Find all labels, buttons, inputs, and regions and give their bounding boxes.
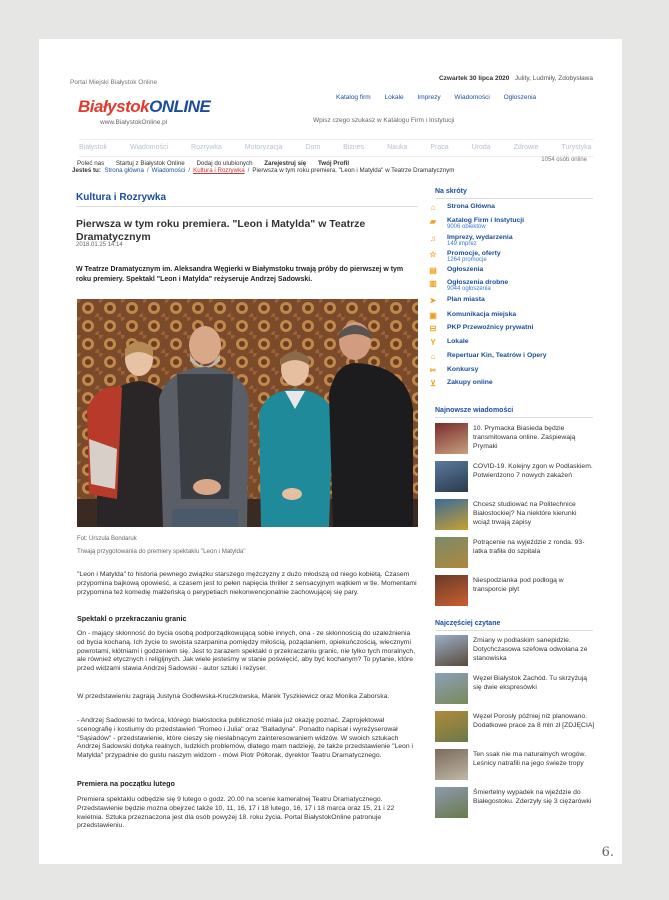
article-subheading-2: Premiera na początku lutego	[77, 779, 175, 788]
nav-dom[interactable]: Dom	[305, 144, 321, 151]
shortcut-count: 9044 ogłoszenia	[447, 286, 491, 292]
news-item[interactable]	[435, 635, 595, 668]
article-photo	[77, 299, 418, 527]
home-icon: ⌂	[430, 203, 436, 212]
article-paragraph-5: Premiera spektaklu odbędzie się 9 lutego o godz. 20.00 na scenie kameralnej Teatru Dramatycznego. Przedstawienie będzie można obejrzeć także 10, 11, 16, 17 i 18 lutego, 16, 17 i 18 marca oraz 15, 21 i 22 kwietnia. Sztuka przeznaczona jest dla osób powyżej 18. roku życia. Portal BiałystokOnline patronuje przedstawieniu.	[77, 796, 395, 830]
main-navigation	[79, 139, 594, 157]
portal-name: Portal Miejski Białystok Online	[70, 79, 158, 86]
news-headline: Zmiany w podlaskim sanepidzie. Dotychczasowa szefowa odwołana ze stanowiska	[473, 637, 588, 662]
shortcut-label: Ogłoszenia	[447, 266, 484, 273]
current-date: Czwartek 30 lipca 2020	[438, 75, 510, 82]
news-thumbnail	[435, 423, 468, 454]
news-thumbnail	[435, 749, 468, 780]
article-lead: W Teatrze Dramatycznym im. Aleksandra Węgierki w Białymstoku trwają próby do pierwszej w tym roku premiery. Spektakl "Leon i Matylda" reżyseruje Andrzej Sadowski.	[76, 266, 404, 283]
news-headline: Ten ssak nie ma naturalnych wrogów. Leśnicy natrafili na jego świeże tropy	[473, 751, 586, 767]
folder-icon: ▰	[429, 217, 437, 226]
article-title: Pierwsza w tym roku premiera. "Leon i Matylda" w Teatrze Dramatycznym	[76, 218, 366, 243]
news-thumbnail	[435, 461, 468, 492]
favorites-link[interactable]: Dodaj do ulubionych	[196, 160, 253, 167]
photo-caption: Trwają przygotowania do premiery spektaklu "Leon i Matylda"	[77, 548, 246, 555]
nav-biznes[interactable]: Biznes	[343, 144, 365, 151]
article-paragraph-3: W przedstawieniu zagrają Justyna Godlewska-Kruczkowska, Marek Tyszkiewicz oraz Monika Zaborska.	[77, 693, 390, 700]
notice-icon: ▤	[429, 266, 437, 275]
article-date: 2018.01.25 14:14	[76, 242, 123, 248]
shortcut-label: Repertuar Kin, Teatrów i Opery	[447, 352, 547, 359]
nav-turystyka[interactable]: Turystyka	[561, 144, 592, 151]
site-logo[interactable]	[78, 97, 211, 126]
shortcut-item[interactable]	[429, 324, 534, 333]
latest-news-heading: Najnowsze wiadomości	[435, 407, 514, 414]
recommend-link[interactable]: Poleć nas	[77, 160, 105, 167]
news-headline: 10. Prymacka Biasieda będzie transmitowana online. Zaśpiewają Prymaki	[473, 425, 576, 450]
date-bar	[439, 75, 593, 82]
breadcrumb-culture[interactable]: Kultura i Rozrywka	[193, 167, 245, 174]
news-item[interactable]	[435, 673, 595, 706]
news-headline: Niespodzianka pod podłogą w transporcie płyt	[473, 577, 564, 593]
nav-wiadomosci[interactable]: Wiadomości	[129, 144, 169, 151]
shortcut-item[interactable]	[429, 296, 485, 305]
shortcut-label: Komunikacja miejska	[447, 311, 517, 318]
news-item[interactable]	[435, 787, 595, 820]
shortcut-count: 9006 obiektów	[447, 224, 486, 230]
news-headline: Węzeł Białystok Zachód. Tu skrzyżują się dwie ekspresówki	[473, 675, 588, 691]
shortcut-label: Imprezy, wydarzenia	[447, 234, 513, 241]
news-item[interactable]	[435, 575, 595, 608]
breadcrumb-news[interactable]: Wiadomości	[151, 167, 186, 174]
name-days: Julity, Ludmiły, Zdobysława	[514, 75, 593, 82]
shortcut-label: Konkursy	[447, 366, 479, 373]
news-item[interactable]	[435, 711, 595, 744]
theatre-icon: ⌂	[430, 352, 436, 361]
shortcut-label: Promocje, oferty	[447, 250, 501, 257]
logo-text-bialystok: Białystok	[78, 97, 150, 116]
shortcuts-heading: Na skróty	[435, 188, 467, 195]
topnav-katalog[interactable]: Katalog firm	[336, 94, 371, 101]
most-read-heading: Najczęściej czytane	[435, 620, 501, 627]
article-paragraph-1: "Leon i Matylda" to historia pewnego związku starszego mężczyzny z dużo młodszą od niego kobietą. Czasem przypomina bajkową opowieść, a czasem jest to pełen napięcia thriller z sensacyjnym wątkiem w tle. Momentami przypomina też komedię małżeńską o perypetiach niekonwencjonalnie zachowującej się pary.	[77, 571, 417, 596]
logo-url: www.BialystokOnline.pl	[100, 119, 168, 126]
nav-motoryzacja[interactable]: Motoryzacja	[244, 144, 283, 151]
breadcrumb-home[interactable]: Strona główna	[104, 167, 144, 174]
logo-text-online: ONLINE	[149, 97, 211, 116]
shortcut-label: Lokale	[447, 338, 469, 345]
register-link[interactable]: Zarejestruj się	[264, 160, 307, 167]
news-headline: Śmiertelny wypadek na wjeździe do Białegostoku. Zderzyły się 3 ciężarówki	[473, 789, 592, 805]
divider	[435, 198, 593, 199]
nav-praca[interactable]: Praca	[430, 144, 449, 151]
topnav-ogloszenia[interactable]: Ogłoszenia	[503, 94, 537, 101]
shortcut-label: PKP Przewoźnicy prywatni	[447, 324, 534, 331]
shortcut-item[interactable]	[429, 217, 525, 230]
search-prompt[interactable]: Wpisz czego szukasz w Katalogu Firm i Instytucji	[313, 117, 455, 124]
shortcut-label: Ogłoszenia drobne	[447, 279, 509, 286]
nav-rozrywka[interactable]: Rozrywka	[191, 144, 222, 151]
cocktail-icon: Y	[430, 338, 436, 347]
printed-page	[39, 39, 622, 864]
train-icon: ⊟	[429, 324, 437, 333]
news-headline: Potrącenie na wyjeździe z ronda. 93-latka trafiła do szpitala	[473, 539, 585, 555]
section-heading: Kultura i Rozrywka	[76, 192, 167, 203]
news-thumbnail	[435, 711, 468, 742]
topnav-wiadomosci[interactable]: Wiadomości	[454, 94, 490, 101]
divider	[435, 630, 593, 631]
news-item[interactable]	[435, 423, 595, 456]
profile-link[interactable]: Twój Profil	[317, 160, 350, 167]
shortcut-item[interactable]	[430, 338, 469, 347]
shortcut-item[interactable]	[430, 234, 513, 247]
news-headline: Chcesz studiować na Politechnice Białostockiej? Na niektóre kierunki wciąż trwają zapisy	[473, 501, 577, 526]
topnav-imprezy[interactable]: Imprezy	[417, 94, 441, 101]
breadcrumb-current: Pierwsza w tym roku premiera. "Leon i Matylda" w Teatrze Dramatycznym	[252, 167, 455, 174]
bus-icon: ▣	[429, 311, 437, 320]
news-thumbnail	[435, 499, 468, 530]
shortcut-item[interactable]	[429, 279, 509, 292]
shortcut-label: Strona Główna	[447, 203, 495, 210]
shortcut-label: Plan miasta	[447, 296, 485, 303]
news-item[interactable]	[435, 537, 595, 570]
contest-icon: ✂	[429, 366, 437, 375]
news-item[interactable]	[435, 749, 595, 782]
shortcut-count: 149 imprez	[447, 241, 477, 247]
news-thumbnail	[435, 787, 468, 818]
news-thumbnail	[435, 673, 468, 704]
divider	[76, 206, 418, 207]
news-item[interactable]	[435, 461, 595, 494]
nav-nauka[interactable]: Nauka	[387, 144, 408, 151]
topnav-lokale[interactable]: Lokale	[384, 94, 404, 101]
shortcut-item[interactable]	[429, 250, 501, 263]
shortcut-item[interactable]	[429, 366, 479, 375]
shortcut-label: Katalog Firm i Instytucji	[447, 217, 525, 224]
map-icon: ➤	[429, 296, 437, 305]
divider	[435, 417, 593, 418]
photo-credit: Fot: Urszula Bondaruk	[77, 536, 137, 542]
shortcut-item[interactable]	[430, 379, 493, 388]
shortcut-item[interactable]	[430, 352, 547, 361]
news-headline: Węzeł Porosły później niż planowano. Dodatkowe prace za 8 mln zł [ZDJĘCIA]	[473, 713, 595, 729]
news-headline: COVID-19. Kolejny zgon w Podlaskiem. Potwierdzono 7 nowych zakażeń	[473, 463, 593, 479]
top-navigation	[336, 94, 548, 101]
shortcut-item[interactable]	[429, 311, 517, 320]
article-paragraph-2: On - mający skłonność do bycia osobą podporządkowującą sobie innych, ona - ze skłonnością do uzależnienia od bycia kochaną. Ich życie to swoista szarpanina pomiędzy miłością, pożądaniem, opiekuńczością, wiecznymi powrotami, kłótniami i godzeniem się. Jest to zarazem spektakl o przekraczaniu granic, nie tylko tych moralnych, ale również etycznych i religijnych. Jak wiele jesteśmy w stanie poświęcić, aby być kochanym? To pytanie, które przed widzami stawia Andrzej Sadowski - autor sztuki i reżyser.	[77, 630, 416, 673]
nav-uroda[interactable]: Uroda	[471, 144, 491, 151]
shortcut-item[interactable]	[430, 203, 495, 212]
online-count: 1054 osób online	[541, 157, 587, 163]
shortcut-count: 1264 promocje	[447, 257, 487, 263]
nav-zdrowie[interactable]: Zdrowie	[513, 144, 539, 151]
small-ads-icon: ▥	[429, 279, 437, 288]
shortcut-label: Zakupy online	[447, 379, 493, 386]
music-icon: ♫	[430, 234, 436, 243]
homepage-link[interactable]: Startuj z Białystok Online	[115, 160, 185, 167]
star-icon: ☆	[429, 250, 437, 259]
nav-bialystok[interactable]: Białystok	[79, 144, 108, 151]
handwritten-page-number: 6.	[601, 845, 614, 860]
toolbar-links	[77, 160, 359, 167]
news-thumbnail	[435, 635, 468, 666]
article-paragraph-4: - Andrzej Sadowski to twórca, którego białostocka publiczność miała już okazję poznać. Zaprojektował scenografię i kostiumy do przedstawień "Romeo i Julia" oraz "Balladyna". Ponadto napisał i wyreżyserował "Sąsiadów" - przedstawienie, które cieszy się niesłabnącym zainteresowaniem widzów. W swoich sztukach Andrzej Sadowski dotyka realnych, ludzkich problemów, dlatego mam nadzieję, że także przedstawienie "Leon i Matylda" przypadnie do gustu naszym widzom - mówi Piotr Półtorak, dyrektor Teatru Dramatycznego.	[77, 717, 414, 760]
news-item[interactable]	[435, 499, 595, 532]
shortcut-item[interactable]	[429, 266, 484, 275]
breadcrumb: Jesteś tu: Strona główna / Wiadomości / Kultura i Rozrywka / Pierwsza w tym roku premiera. "Leon i Matylda" w Teatrze Dramatycznym	[72, 167, 455, 174]
cart-icon: ⊻	[430, 379, 436, 388]
news-thumbnail	[435, 575, 468, 606]
breadcrumb-label: Jesteś tu:	[72, 167, 101, 174]
news-thumbnail	[435, 537, 468, 568]
article-subheading-1: Spektakl o przekraczaniu granic	[77, 614, 187, 623]
